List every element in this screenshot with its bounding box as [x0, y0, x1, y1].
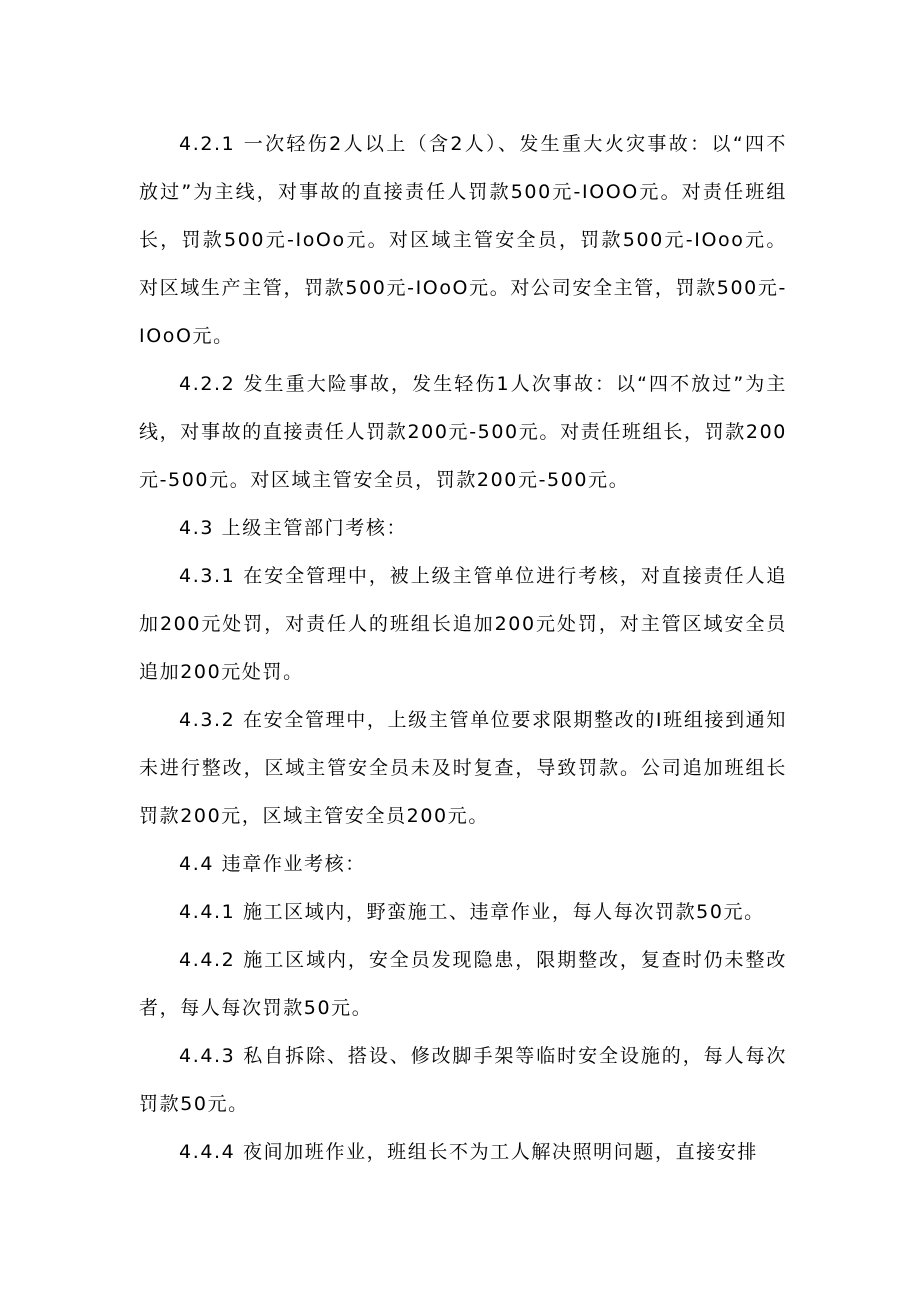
paragraph-4-3-2: 4.3.2 在安全管理中，上级主管单位要求限期整改的I班组接到通知未进行整改，区域主管安全员未及时复查，导致罚款。公司追加班组长罚款200元，区域主管安全员200元。 — [139, 709, 787, 827]
paragraph-4-4-1: 4.4.1 施工区域内，野蛮施工、违章作业，每人每次罚款50元。 — [179, 901, 765, 923]
section-heading-4-4: 4.4 违章作业考核： — [179, 853, 366, 875]
document-body — [139, 120, 787, 1176]
paragraph-4-2-2: 4.2.2 发生重大险事故，发生轻伤1人次事故：以“四不放过”为主线，对事故的直接责任人罚款200元-500元。对责任班组长，罚款200元-500元。对区域主管安全员，罚款200元-500元。 — [139, 373, 787, 491]
paragraph-4-4-3: 4.4.3 私自拆除、搭设、修改脚手架等临时安全设施的，每人每次罚款50元。 — [139, 1045, 787, 1115]
paragraph-4-3-1: 4.3.1 在安全管理中，被上级主管单位进行考核，对直接责任人追加200元处罚，对责任人的班组长追加200元处罚，对主管区域安全员追加200元处罚。 — [139, 565, 787, 683]
paragraph-4-4-2: 4.4.2 施工区域内，安全员发现隐患，限期整改，复查时仍未整改者，每人每次罚款50元。 — [139, 949, 787, 1019]
paragraph-4-2-1: 4.2.1 一次轻伤2人以上（含2人）、发生重大火灾事故：以“四不放过”为主线，对事故的直接责任人罚款500元-IOOO元。对责任班组长，罚款500元-IoOo元。对区域主管安全员，罚款500元-IOoo元。对区域生产主管，罚款500元-IOoO元。对公司安全主管，罚款500元-IOoO元。 — [139, 133, 787, 347]
section-heading-4-3: 4.3 上级主管部门考核： — [179, 517, 408, 539]
paragraph-4-4-4: 4.4.4 夜间加班作业，班组长不为工人解决照明问题，直接安排 — [179, 1141, 758, 1163]
